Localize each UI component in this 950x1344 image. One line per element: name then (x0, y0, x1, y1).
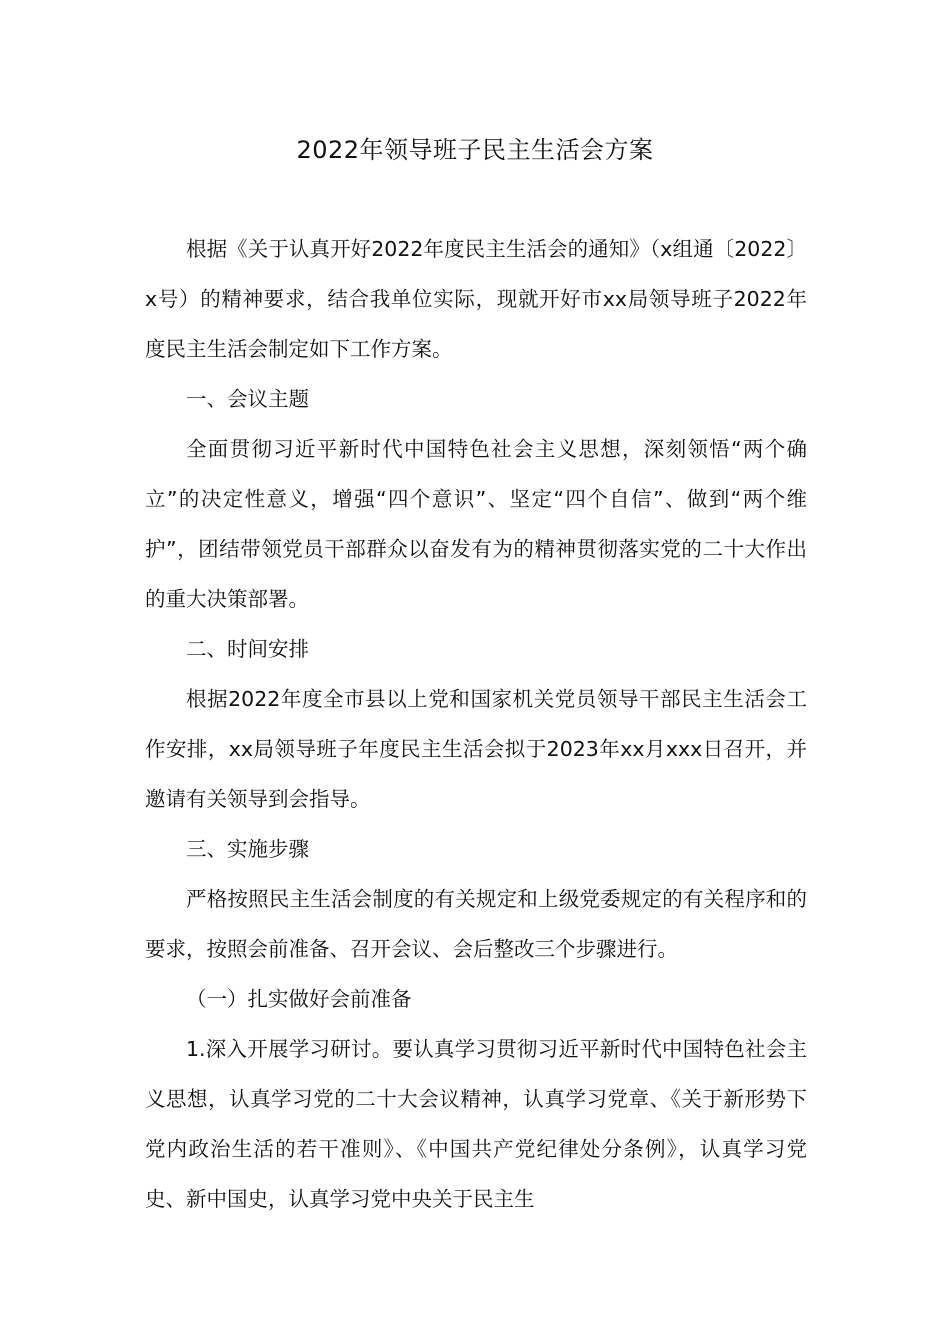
heading-time-arrangement: 二、时间安排 (186, 637, 309, 661)
paragraph-implementation-steps: 严格按照民主生活会制度的有关规定和上级党委规定的有关程序和的要求，按照会前准备、召开会议、会后整改三个步骤进行。 (145, 887, 807, 961)
heading-implementation-steps: 三、实施步骤 (186, 837, 309, 861)
paragraph-intro: 根据《关于认真开好2022年度民主生活会的通知》（x组通〔2022〕x号）的精神要求，结合我单位实际，现就开好市xx局领导班子2022年度民主生活会制定如下工作方案。 (145, 237, 807, 361)
paragraph-time-arrangement: 根据2022年度全市县以上党和国家机关党员领导干部民主生活会工作安排，xx局领导班子年度民主生活会拟于2023年xx月xxx日召开，并邀请有关领导到会指导。 (145, 687, 807, 811)
paragraph-meeting-theme: 全面贯彻习近平新时代中国特色社会主义思想，深刻领悟“两个确立”的决定性意义，增强“四个意识”、坚定“四个自信”、做到“两个维护”，团结带领党员干部群众以奋发有为的精神贯彻落实党的二十大作出的重大决策部署。 (145, 437, 807, 611)
document-body (145, 224, 807, 1224)
heading-meeting-theme: 一、会议主题 (186, 387, 309, 411)
document-title: 2022年领导班子民主生活会方案 (296, 136, 654, 164)
paragraph-study-research: 1.深入开展学习研讨。要认真学习贯彻习近平新时代中国特色社会主义思想，认真学习党的二十大会议精神，认真学习党章、《关于新形势下党内政治生活的若干准则》、《中国共产党纪律处分条例》，认真学习党史、新中国史，认真学习党中央关于民主生 (145, 1037, 807, 1211)
subheading-preparation: （一）扎实做好会前准备 (186, 987, 412, 1011)
